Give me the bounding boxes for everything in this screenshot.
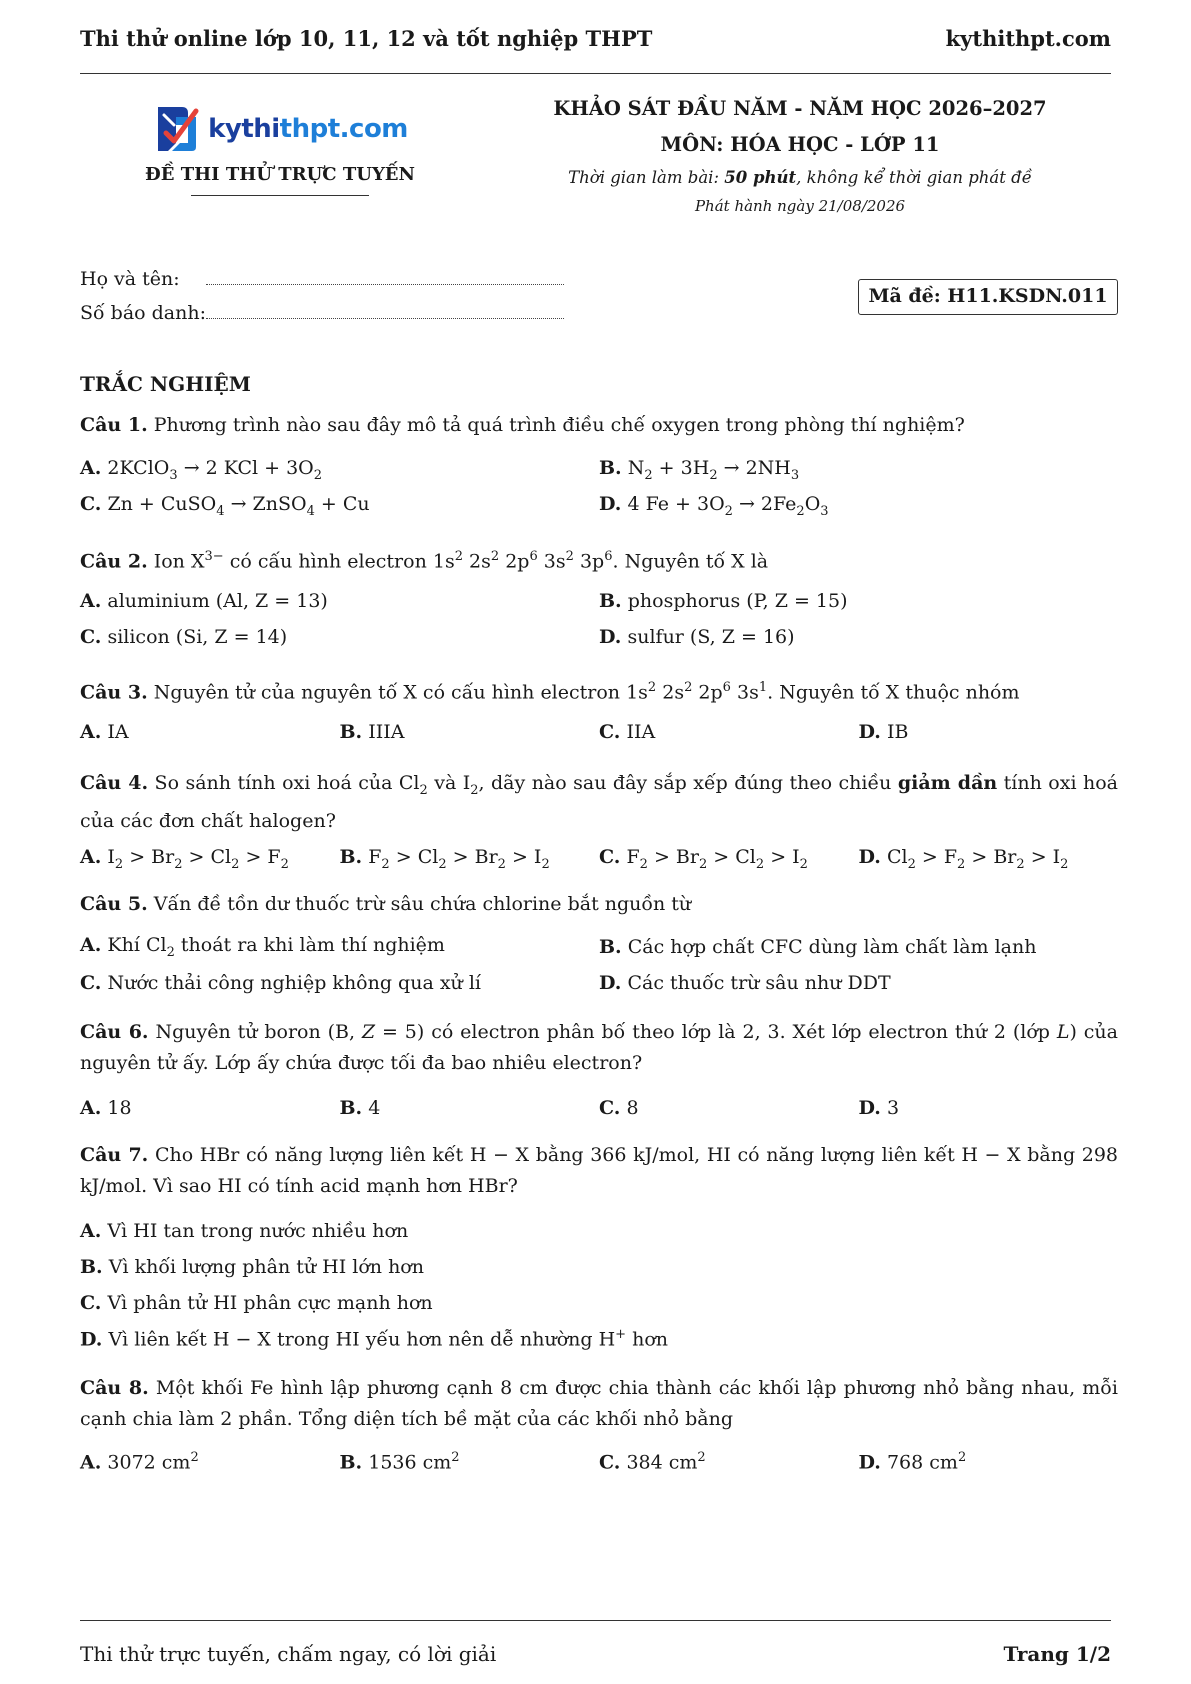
q2-option-d[interactable]: D. sulfur (S, Z = 16) [599, 626, 795, 648]
q3-option-d[interactable]: D. IB [858, 721, 909, 743]
logo-underline [191, 195, 369, 196]
question-5: Câu 5. Vấn đề tồn dư thuốc trừ sâu chứa chlorine bắt nguồn từ [80, 893, 692, 915]
question-8: Câu 8. Một khối Fe hình lập phương cạnh 8 cm được chia thành các khối lập phương nhỏ bằng nhau, mỗi cạnh chia làm 2 phần. Tổng diện tích bề mặt của các khối nhỏ bằng [80, 1377, 1118, 1430]
q4-option-c[interactable]: C. $F_2 > Br_2 > Cl_2 > I_2$ [599, 846, 808, 872]
exam-title: KHẢO SÁT ĐẦU NĂM - NĂM HỌC 2026–2027 [553, 97, 1047, 120]
question-4: Câu 4. So sánh tính oxi hoá của $Cl_2$ và $I_2$, dãy nào sau đây sắp xếp đúng theo chiều giảm dần tính oxi hoá của các đơn chất halogen? [80, 772, 1118, 832]
exam-title-block [540, 96, 1060, 215]
q3-option-b[interactable]: B. IIIA [339, 721, 405, 743]
q2-option-a[interactable]: A. aluminium (Al, Z = 13) [80, 590, 328, 612]
name-blank [206, 271, 564, 285]
q5-option-c[interactable]: C. Nước thải công nghiệp không qua xử lí [80, 972, 481, 994]
name-label: Họ và tên: [80, 268, 180, 290]
question-4-options [80, 841, 1118, 877]
question-6: Câu 6. Nguyên tử boron (B, Z = 5) có electron phân bố theo lớp là 2, 3. Xét lớp electron thứ 2 (lớp L) của nguyên tử ấy. Lớp ấy chứa được tối đa bao nhiêu electron? [80, 1021, 1118, 1074]
q3-option-c[interactable]: C. IIA [599, 721, 656, 743]
q8-option-a[interactable]: A. 3072 $cm^2$ [80, 1450, 199, 1474]
running-header [80, 22, 1111, 54]
running-footer [80, 1642, 1111, 1666]
exam-duration: Thời gian làm bài: 50 phút, không kể thời gian phát đề [568, 168, 1032, 187]
question-3-options [80, 714, 1118, 750]
question-7: Câu 7. Cho HBr có năng lượng liên kết H − X bằng 366 kJ/mol, HI có năng lượng liên kết H − X bằng 298 kJ/mol. Vì sao HI có tính acid mạnh hơn HBr? [80, 1144, 1119, 1197]
name-field [80, 268, 564, 290]
header-left-text: Thi thử online lớp 10, 11, 12 và tốt nghiệp THPT [80, 25, 653, 51]
footer-tagline: Thi thử trực tuyến, chấm ngay, có lời giải [80, 1642, 497, 1666]
logo-block [120, 100, 440, 196]
q5-option-b[interactable]: B. Các hợp chất CFC dùng làm chất làm lạnh [599, 936, 1037, 958]
student-id-label: Số báo danh: [80, 302, 207, 324]
q2-option-b[interactable]: B. phosphorus (P, Z = 15) [599, 590, 848, 612]
q4-option-b[interactable]: B. $F_2 > Cl_2 > Br_2 > I_2$ [339, 846, 550, 872]
q1-option-c[interactable]: C. Zn + CuSO$_4$ → ZnSO$_4$ + Cu [80, 493, 370, 519]
q2-option-c[interactable]: C. silicon (Si, Z = 14) [80, 626, 288, 648]
header-site-name: kythithpt.com [945, 25, 1111, 51]
page-number: Trang 1/2 [1003, 1642, 1111, 1666]
q6-option-d[interactable]: D. 3 [858, 1097, 900, 1119]
q6-option-c[interactable]: C. 8 [599, 1097, 639, 1119]
q5-option-d[interactable]: D. Các thuốc trừ sâu như DDT [599, 972, 891, 994]
question-3: Câu 3. Nguyên tử của nguyên tố X có cấu hình electron $1s^2$ $2s^2$ $2p^6$ $3s^1$. Nguyên tố X thuộc nhóm [80, 680, 1020, 704]
q1-option-d[interactable]: D. 4 $Fe + 3O_2 \to 2Fe_2O_3$ [599, 493, 829, 519]
exam-code-badge: Mã đề: H11.KSDN.011 [858, 279, 1118, 315]
question-1: Câu 1. Phương trình nào sau đây mô tả quá trình điều chế oxygen trong phòng thí nghiệm? [80, 414, 965, 436]
q7-option-d[interactable]: D. Vì liên kết H − X trong HI yếu hơn nên dễ nhường H+ hơn [80, 1327, 669, 1351]
q4-option-a[interactable]: A. $I_2 > Br_2 > Cl_2 > F_2$ [80, 846, 289, 872]
header-divider [80, 73, 1111, 74]
question-2-options [80, 583, 1118, 655]
q7-option-b[interactable]: B. Vì khối lượng phân tử HI lớn hơn [80, 1256, 424, 1278]
q5-option-a[interactable]: A. Khí $Cl_2$ thoát ra khi làm thí nghiệm [80, 934, 445, 960]
q4-option-d[interactable]: D. $Cl_2 > F_2 > Br_2 > I_2$ [858, 846, 1069, 872]
q1-option-b[interactable]: B. $N_2 + 3H_2 \to 2NH_3$ [599, 457, 800, 483]
q6-option-b[interactable]: B. 4 [339, 1097, 381, 1119]
question-5-options [80, 929, 1118, 1001]
q8-option-c[interactable]: C. 384 $cm^2$ [599, 1450, 706, 1474]
question-6-options [80, 1090, 1118, 1126]
q7-option-c[interactable]: C. Vì phân tử HI phân cực mạnh hơn [80, 1292, 433, 1314]
q6-option-a[interactable]: A. 18 [80, 1097, 132, 1119]
logo-icon [152, 103, 204, 155]
question-2: Câu 2. Ion $X^{3-}$ có cấu hình electron $1s^2$ $2s^2$ $2p^6$ $3s^2$ $3p^6$. Nguyên tố X là [80, 549, 769, 573]
question-7-options [80, 1213, 1118, 1357]
exam-subject: MÔN: HÓA HỌC - LỚP 11 [660, 133, 940, 156]
q7-option-a[interactable]: A. Vì HI tan trong nước nhiều hơn [80, 1220, 409, 1242]
student-id-blank [206, 305, 564, 319]
question-8-options [80, 1444, 1118, 1480]
site-logo [120, 100, 440, 158]
q1-option-a[interactable]: A. 2KClO$_3$ → 2 KCl + $3O_2$ [80, 457, 323, 483]
exam-issue-date: Phát hành ngày 21/08/2026 [694, 197, 906, 215]
logo-wordmark: kythithpt.com [208, 114, 408, 144]
q3-option-a[interactable]: A. IA [80, 721, 129, 743]
question-1-options [80, 452, 1118, 524]
q8-option-b[interactable]: B. 1536 $cm^2$ [339, 1450, 460, 1474]
section-heading: TRẮC NGHIỆM [80, 372, 251, 396]
footer-divider [80, 1620, 1111, 1621]
logo-subtitle: ĐỀ THI THỬ TRỰC TUYẾN [145, 164, 415, 185]
q8-option-d[interactable]: D. 768 $cm^2$ [858, 1450, 967, 1474]
student-id-field [80, 302, 564, 324]
